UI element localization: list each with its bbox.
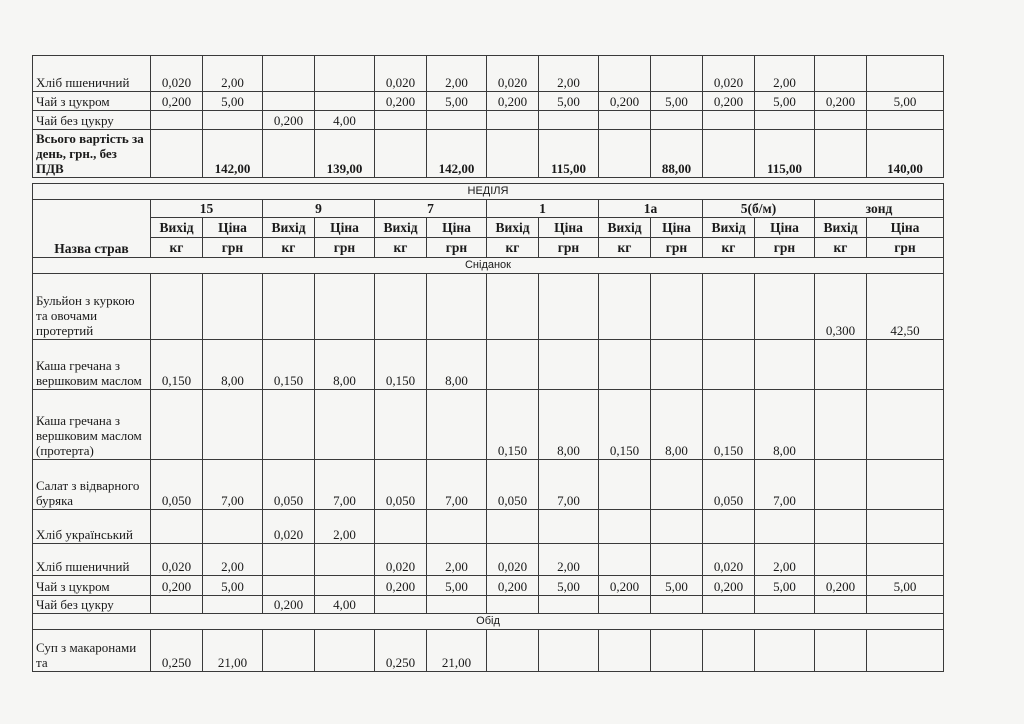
output-kg-cell: 0,200 bbox=[487, 576, 539, 596]
output-kg-cell: 0,200 bbox=[151, 92, 203, 111]
price-unit: грн bbox=[755, 238, 815, 258]
price-uah-cell: 5,00 bbox=[755, 92, 815, 111]
price-uah-cell: 42,50 bbox=[867, 274, 944, 340]
output-kg-cell bbox=[263, 390, 315, 460]
price-uah-cell: 21,00 bbox=[427, 630, 487, 672]
output-kg-cell bbox=[375, 390, 427, 460]
output-kg-cell: 0,250 bbox=[151, 630, 203, 672]
lunch-section-title-row bbox=[33, 614, 944, 630]
output-header: Вихід bbox=[263, 218, 315, 238]
previous-day-table bbox=[32, 55, 944, 178]
output-header: Вихід bbox=[151, 218, 203, 238]
table-row bbox=[33, 630, 944, 672]
output-kg-cell: 0,050 bbox=[487, 460, 539, 510]
output-kg-cell: 0,200 bbox=[375, 576, 427, 596]
output-kg-cell: 0,050 bbox=[375, 460, 427, 510]
output-kg-cell bbox=[703, 340, 755, 390]
output-kg-cell bbox=[703, 596, 755, 614]
diet-header-row bbox=[33, 200, 944, 218]
price-unit: грн bbox=[203, 238, 263, 258]
price-uah-cell: 140,00 bbox=[867, 130, 944, 178]
output-header: Вихід bbox=[375, 218, 427, 238]
output-kg-cell: 0,150 bbox=[263, 340, 315, 390]
output-kg-cell bbox=[815, 111, 867, 130]
output-kg-cell bbox=[487, 274, 539, 340]
price-uah-cell bbox=[651, 630, 703, 672]
table-row bbox=[33, 340, 944, 390]
price-uah-cell: 8,00 bbox=[203, 340, 263, 390]
output-kg-cell: 0,200 bbox=[703, 92, 755, 111]
output-kg-cell: 0,150 bbox=[375, 340, 427, 390]
output-kg-cell bbox=[151, 510, 203, 544]
output-kg-cell bbox=[599, 111, 651, 130]
dish-name: Чай з цукром bbox=[33, 576, 151, 596]
day-title-row bbox=[33, 184, 944, 200]
price-uah-cell bbox=[755, 630, 815, 672]
output-kg-cell bbox=[599, 460, 651, 510]
price-uah-cell bbox=[867, 340, 944, 390]
output-kg-cell bbox=[375, 510, 427, 544]
price-uah-cell bbox=[315, 576, 375, 596]
output-kg-cell bbox=[815, 510, 867, 544]
diet-column-header: 1 bbox=[487, 200, 599, 218]
dish-name: Хліб український bbox=[33, 510, 151, 544]
price-uah-cell bbox=[867, 460, 944, 510]
output-unit: кг bbox=[151, 238, 203, 258]
price-uah-cell bbox=[427, 596, 487, 614]
output-kg-cell bbox=[599, 544, 651, 576]
diet-column-header: 15 bbox=[151, 200, 263, 218]
price-uah-cell bbox=[427, 390, 487, 460]
output-kg-cell: 0,150 bbox=[599, 390, 651, 460]
price-uah-cell bbox=[203, 596, 263, 614]
output-kg-cell bbox=[599, 130, 651, 178]
price-uah-cell bbox=[867, 544, 944, 576]
price-header: Ціна bbox=[539, 218, 599, 238]
output-kg-cell bbox=[263, 56, 315, 92]
price-uah-cell: 139,00 bbox=[315, 130, 375, 178]
output-kg-cell bbox=[151, 596, 203, 614]
price-uah-cell bbox=[651, 510, 703, 544]
price-unit: грн bbox=[867, 238, 944, 258]
price-uah-cell bbox=[539, 274, 599, 340]
output-unit: кг bbox=[263, 238, 315, 258]
price-uah-cell: 7,00 bbox=[203, 460, 263, 510]
price-uah-cell bbox=[315, 92, 375, 111]
table-row bbox=[33, 460, 944, 510]
price-uah-cell bbox=[651, 340, 703, 390]
table-row bbox=[33, 56, 944, 92]
dish-name: Чай з цукром bbox=[33, 92, 151, 111]
breakfast-section-title: Сніданок bbox=[33, 258, 944, 274]
price-uah-cell: 8,00 bbox=[427, 340, 487, 390]
price-uah-cell bbox=[651, 460, 703, 510]
output-kg-cell bbox=[263, 544, 315, 576]
output-unit: кг bbox=[703, 238, 755, 258]
price-uah-cell bbox=[651, 111, 703, 130]
output-header: Вихід bbox=[703, 218, 755, 238]
price-uah-cell bbox=[539, 111, 599, 130]
dish-name: Чай без цукру bbox=[33, 596, 151, 614]
price-uah-cell: 8,00 bbox=[539, 390, 599, 460]
table-row bbox=[33, 576, 944, 596]
output-kg-cell: 0,200 bbox=[375, 92, 427, 111]
price-header: Ціна bbox=[755, 218, 815, 238]
price-uah-cell: 88,00 bbox=[651, 130, 703, 178]
price-unit: грн bbox=[651, 238, 703, 258]
price-uah-cell: 5,00 bbox=[651, 576, 703, 596]
lunch-section-title: Обід bbox=[33, 614, 944, 630]
dish-name: Хліб пшеничний bbox=[33, 56, 151, 92]
output-kg-cell: 0,250 bbox=[375, 630, 427, 672]
output-kg-cell: 0,020 bbox=[151, 56, 203, 92]
price-header: Ціна bbox=[867, 218, 944, 238]
output-kg-cell bbox=[487, 510, 539, 544]
dish-name: Хліб пшеничний bbox=[33, 544, 151, 576]
output-kg-cell bbox=[815, 460, 867, 510]
output-kg-cell bbox=[703, 630, 755, 672]
price-uah-cell bbox=[315, 544, 375, 576]
output-kg-cell bbox=[263, 274, 315, 340]
output-kg-cell bbox=[599, 630, 651, 672]
output-kg-cell: 0,050 bbox=[151, 460, 203, 510]
price-uah-cell bbox=[203, 274, 263, 340]
output-kg-cell: 0,200 bbox=[599, 576, 651, 596]
price-unit: грн bbox=[315, 238, 375, 258]
price-uah-cell: 5,00 bbox=[539, 92, 599, 111]
output-kg-cell: 0,050 bbox=[263, 460, 315, 510]
output-kg-cell: 0,020 bbox=[151, 544, 203, 576]
price-uah-cell: 5,00 bbox=[203, 92, 263, 111]
price-uah-cell bbox=[539, 340, 599, 390]
diet-column-header: 9 bbox=[263, 200, 375, 218]
price-unit: грн bbox=[539, 238, 599, 258]
output-kg-cell: 0,020 bbox=[703, 56, 755, 92]
output-kg-cell: 0,020 bbox=[487, 544, 539, 576]
price-uah-cell: 5,00 bbox=[867, 576, 944, 596]
table-row bbox=[33, 390, 944, 460]
output-kg-cell: 0,150 bbox=[487, 390, 539, 460]
price-uah-cell bbox=[315, 274, 375, 340]
output-kg-cell bbox=[815, 56, 867, 92]
price-uah-cell: 5,00 bbox=[867, 92, 944, 111]
output-kg-cell bbox=[815, 130, 867, 178]
diet-column-header: 7 bbox=[375, 200, 487, 218]
price-uah-cell bbox=[651, 56, 703, 92]
output-kg-cell bbox=[815, 630, 867, 672]
price-uah-cell: 2,00 bbox=[539, 544, 599, 576]
output-kg-cell bbox=[263, 630, 315, 672]
price-uah-cell: 7,00 bbox=[539, 460, 599, 510]
dish-name: Каша гречана з вершковим маслом (протерта) bbox=[33, 390, 151, 460]
table-row bbox=[33, 111, 944, 130]
output-kg-cell bbox=[375, 596, 427, 614]
price-uah-cell bbox=[651, 596, 703, 614]
dish-name: Бульйон з куркою та овочами протертий bbox=[33, 274, 151, 340]
price-uah-cell: 8,00 bbox=[651, 390, 703, 460]
diet-column-header: 1а bbox=[599, 200, 703, 218]
price-uah-cell bbox=[755, 274, 815, 340]
output-kg-cell bbox=[815, 596, 867, 614]
dish-name: Чай без цукру bbox=[33, 111, 151, 130]
output-header: Вихід bbox=[487, 218, 539, 238]
output-kg-cell bbox=[815, 390, 867, 460]
price-uah-cell bbox=[203, 111, 263, 130]
output-unit: кг bbox=[375, 238, 427, 258]
output-kg-cell bbox=[487, 340, 539, 390]
price-uah-cell: 2,00 bbox=[755, 544, 815, 576]
sunday-menu-table bbox=[32, 183, 944, 672]
breakfast-section-title-row bbox=[33, 258, 944, 274]
price-uah-cell bbox=[427, 274, 487, 340]
price-uah-cell: 2,00 bbox=[755, 56, 815, 92]
price-uah-cell: 21,00 bbox=[203, 630, 263, 672]
output-kg-cell bbox=[487, 630, 539, 672]
price-uah-cell bbox=[867, 630, 944, 672]
output-kg-cell bbox=[703, 510, 755, 544]
price-uah-cell bbox=[867, 56, 944, 92]
output-kg-cell: 0,050 bbox=[703, 460, 755, 510]
price-uah-cell: 8,00 bbox=[315, 340, 375, 390]
dish-name: Каша гречана з вершковим маслом bbox=[33, 340, 151, 390]
output-kg-cell: 0,200 bbox=[815, 92, 867, 111]
price-uah-cell bbox=[651, 274, 703, 340]
table-row bbox=[33, 596, 944, 614]
output-kg-cell bbox=[151, 111, 203, 130]
price-header: Ціна bbox=[651, 218, 703, 238]
output-kg-cell: 0,150 bbox=[703, 390, 755, 460]
output-kg-cell bbox=[815, 340, 867, 390]
price-uah-cell bbox=[315, 390, 375, 460]
output-kg-cell: 0,020 bbox=[375, 544, 427, 576]
output-kg-cell: 0,200 bbox=[263, 596, 315, 614]
price-uah-cell bbox=[427, 111, 487, 130]
table-row bbox=[33, 92, 944, 111]
price-uah-cell: 5,00 bbox=[755, 576, 815, 596]
price-uah-cell: 115,00 bbox=[755, 130, 815, 178]
price-uah-cell: 142,00 bbox=[203, 130, 263, 178]
price-uah-cell: 2,00 bbox=[427, 544, 487, 576]
price-uah-cell: 5,00 bbox=[203, 576, 263, 596]
output-kg-cell bbox=[375, 111, 427, 130]
output-kg-cell bbox=[151, 130, 203, 178]
price-uah-cell bbox=[755, 340, 815, 390]
price-uah-cell: 5,00 bbox=[427, 92, 487, 111]
unit-row bbox=[33, 238, 944, 258]
price-uah-cell: 7,00 bbox=[427, 460, 487, 510]
output-kg-cell bbox=[487, 596, 539, 614]
price-uah-cell bbox=[315, 630, 375, 672]
price-uah-cell bbox=[755, 596, 815, 614]
output-kg-cell bbox=[599, 340, 651, 390]
output-kg-cell bbox=[703, 274, 755, 340]
price-uah-cell: 115,00 bbox=[539, 130, 599, 178]
price-uah-cell bbox=[203, 510, 263, 544]
output-kg-cell: 0,300 bbox=[815, 274, 867, 340]
output-unit: кг bbox=[487, 238, 539, 258]
price-uah-cell: 2,00 bbox=[315, 510, 375, 544]
price-uah-cell bbox=[867, 510, 944, 544]
price-uah-cell: 2,00 bbox=[427, 56, 487, 92]
output-kg-cell: 0,150 bbox=[151, 340, 203, 390]
price-uah-cell bbox=[203, 390, 263, 460]
output-kg-cell bbox=[815, 544, 867, 576]
price-uah-cell bbox=[427, 510, 487, 544]
price-uah-cell bbox=[755, 111, 815, 130]
price-uah-cell bbox=[315, 56, 375, 92]
price-uah-cell: 5,00 bbox=[539, 576, 599, 596]
output-kg-cell bbox=[703, 130, 755, 178]
column-label-row bbox=[33, 218, 944, 238]
output-kg-cell: 0,020 bbox=[375, 56, 427, 92]
output-kg-cell bbox=[599, 510, 651, 544]
table-row bbox=[33, 274, 944, 340]
price-uah-cell bbox=[867, 390, 944, 460]
output-unit: кг bbox=[599, 238, 651, 258]
dish-name: Суп з макаронами та bbox=[33, 630, 151, 672]
output-kg-cell: 0,020 bbox=[703, 544, 755, 576]
output-kg-cell bbox=[599, 56, 651, 92]
dish-name: Салат з відварного буряка bbox=[33, 460, 151, 510]
diet-column-header: зонд bbox=[815, 200, 944, 218]
output-kg-cell: 0,200 bbox=[263, 111, 315, 130]
output-kg-cell: 0,020 bbox=[487, 56, 539, 92]
price-uah-cell bbox=[651, 544, 703, 576]
price-uah-cell: 4,00 bbox=[315, 596, 375, 614]
price-header: Ціна bbox=[427, 218, 487, 238]
output-kg-cell: 0,200 bbox=[599, 92, 651, 111]
dish-name-header: Назва страв bbox=[33, 200, 151, 258]
table-row bbox=[33, 544, 944, 576]
price-uah-cell: 7,00 bbox=[315, 460, 375, 510]
output-unit: кг bbox=[815, 238, 867, 258]
price-uah-cell bbox=[867, 596, 944, 614]
output-kg-cell bbox=[487, 111, 539, 130]
price-uah-cell: 4,00 bbox=[315, 111, 375, 130]
output-kg-cell bbox=[263, 576, 315, 596]
price-uah-cell bbox=[539, 630, 599, 672]
price-uah-cell: 5,00 bbox=[427, 576, 487, 596]
output-kg-cell: 0,200 bbox=[815, 576, 867, 596]
output-kg-cell: 0,020 bbox=[263, 510, 315, 544]
output-kg-cell bbox=[703, 111, 755, 130]
price-uah-cell: 2,00 bbox=[203, 544, 263, 576]
price-header: Ціна bbox=[315, 218, 375, 238]
diet-column-header: 5(б/м) bbox=[703, 200, 815, 218]
table-row bbox=[33, 130, 944, 178]
output-kg-cell: 0,200 bbox=[703, 576, 755, 596]
price-uah-cell: 8,00 bbox=[755, 390, 815, 460]
day-title: НЕДІЛЯ bbox=[33, 184, 944, 200]
price-uah-cell bbox=[867, 111, 944, 130]
output-kg-cell: 0,200 bbox=[487, 92, 539, 111]
price-header: Ціна bbox=[203, 218, 263, 238]
price-uah-cell: 7,00 bbox=[755, 460, 815, 510]
output-kg-cell bbox=[487, 130, 539, 178]
price-uah-cell: 2,00 bbox=[539, 56, 599, 92]
output-kg-cell bbox=[151, 390, 203, 460]
price-uah-cell bbox=[755, 510, 815, 544]
price-uah-cell bbox=[539, 596, 599, 614]
output-kg-cell bbox=[375, 274, 427, 340]
output-kg-cell bbox=[263, 130, 315, 178]
price-uah-cell: 2,00 bbox=[203, 56, 263, 92]
output-kg-cell bbox=[263, 92, 315, 111]
price-uah-cell bbox=[539, 510, 599, 544]
price-unit: грн bbox=[427, 238, 487, 258]
output-kg-cell bbox=[375, 130, 427, 178]
output-kg-cell bbox=[599, 274, 651, 340]
output-kg-cell bbox=[151, 274, 203, 340]
dish-name: Всього вартість за день, грн., без ПДВ bbox=[33, 130, 151, 178]
output-kg-cell bbox=[599, 596, 651, 614]
output-kg-cell: 0,200 bbox=[151, 576, 203, 596]
output-header: Вихід bbox=[815, 218, 867, 238]
table-row bbox=[33, 510, 944, 544]
price-uah-cell: 5,00 bbox=[651, 92, 703, 111]
output-header: Вихід bbox=[599, 218, 651, 238]
price-uah-cell: 142,00 bbox=[427, 130, 487, 178]
